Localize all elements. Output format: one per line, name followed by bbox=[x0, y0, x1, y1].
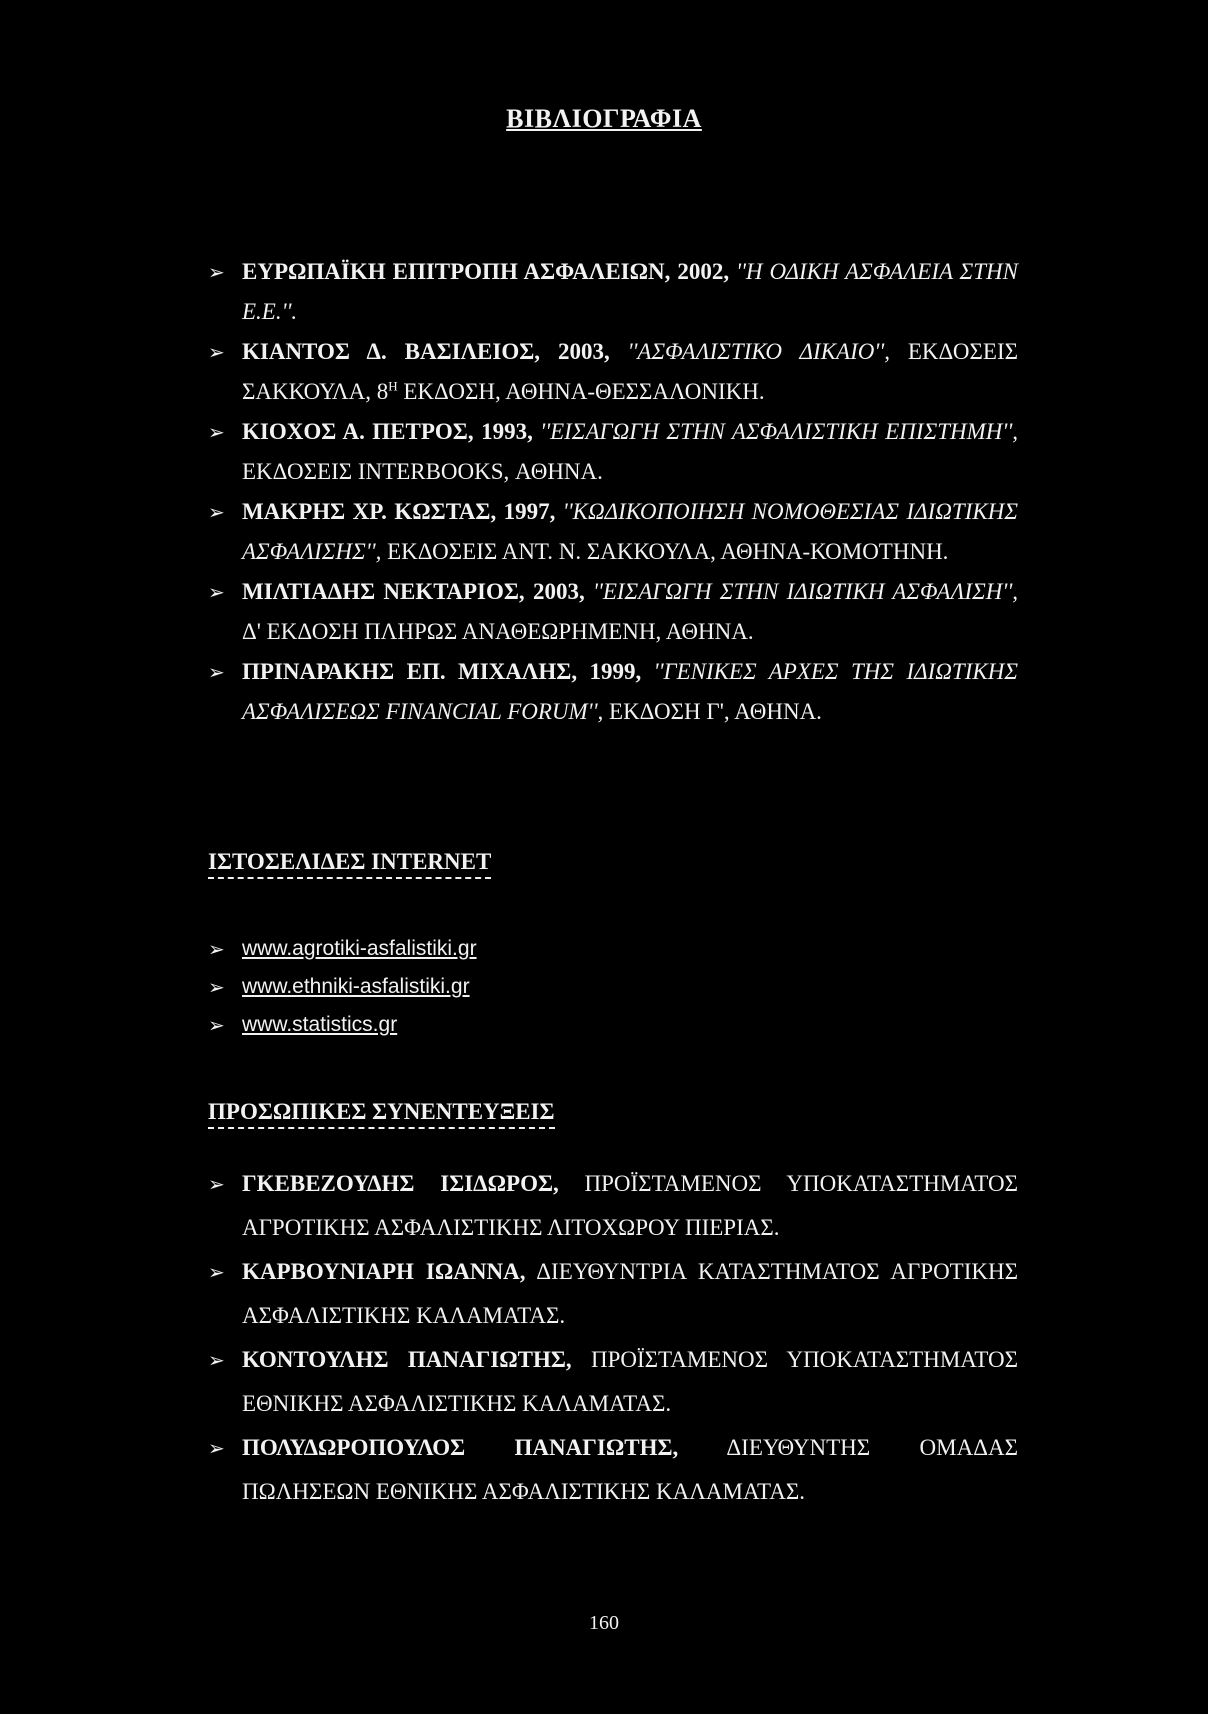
interview-entry bbox=[208, 1250, 1018, 1338]
bib-year: 2003, bbox=[532, 579, 585, 604]
bib-entry bbox=[208, 572, 1018, 652]
interviewee-name: ΚΟΝΤΟΥΛΗΣ ΠΑΝΑΓΙΩΤΗΣ, bbox=[242, 1347, 572, 1372]
websites-heading: ΙΣΤΟΣΕΛΙΔΕΣ INTERNET bbox=[208, 848, 491, 879]
bib-author: ΠΡΙΝΑΡΑΚΗΣ ΕΠ. ΜΙΧΑΛΗΣ, bbox=[242, 659, 578, 684]
interviewee-name: ΚΑΡΒΟΥΝΙΑΡΗ ΙΩΑΝΝΑ, bbox=[242, 1259, 526, 1284]
interviewee-role: ΔΙΕΥΘΥΝΤΡΙΑ ΚΑΤΑΣΤΗΜΑΤΟΣ ΑΓΡΟΤΙΚΗΣ ΑΣΦΑΛΙΣΤΙΚΗΣ ΚΑΛΑΜΑΤΑΣ. bbox=[242, 1259, 1018, 1328]
bib-entry bbox=[208, 332, 1018, 412]
websites-list bbox=[208, 930, 1018, 1044]
bib-edition-superscript: Η bbox=[388, 378, 398, 394]
bib-author: ΚΙΟΧΟΣ Α. ΠΕΤΡΟΣ, bbox=[242, 419, 474, 444]
bib-details: ΕΚΔΟΣΕΙΣ ΣΑΚΚΟΥΛΑ, 8 bbox=[242, 339, 1018, 404]
interview-entry bbox=[208, 1338, 1018, 1426]
bib-author: ΜΑΚΡΗΣ ΧΡ. ΚΩΣΤΑΣ, bbox=[242, 499, 497, 524]
arrow-bullet-icon: ➢ bbox=[208, 420, 225, 444]
interviewee-role: ΠΡΟΪΣΤΑΜΕΝΟΣ ΥΠΟΚΑΤΑΣΤΗΜΑΤΟΣ ΕΘΝΙΚΗΣ ΑΣΦΑΛΙΣΤΙΚΗΣ ΚΑΛΑΜΑΤΑΣ. bbox=[242, 1347, 1019, 1416]
arrow-bullet-icon: ➢ bbox=[208, 340, 225, 364]
bib-entry bbox=[208, 412, 1018, 492]
bib-entry bbox=[208, 252, 1018, 332]
interviewee-name: ΠΟΛΥΔΩΡΟΠΟΥΛΟΣ ΠΑΝΑΓΙΩΤΗΣ, bbox=[242, 1435, 679, 1460]
interviewee-name: ΓΚΕΒΕΖΟΥΔΗΣ ΙΣΙΔΩΡΟΣ, bbox=[242, 1171, 559, 1196]
interviewee-role: ΠΡΟΪΣΤΑΜΕΝΟΣ ΥΠΟΚΑΤΑΣΤΗΜΑΤΟΣ ΑΓΡΟΤΙΚΗΣ ΑΣΦΑΛΙΣΤΙΚΗΣ ΛΙΤΟΧΩΡΟΥ ΠΙΕΡΙΑΣ. bbox=[242, 1171, 1018, 1240]
arrow-bullet-icon: ➢ bbox=[208, 260, 225, 284]
arrow-bullet-icon: ➢ bbox=[208, 975, 225, 999]
arrow-bullet-icon: ➢ bbox=[208, 1348, 225, 1372]
arrow-bullet-icon: ➢ bbox=[208, 660, 225, 684]
website-item bbox=[208, 1006, 1018, 1044]
website-link[interactable]: www.agrotiki-asfalistiki.gr bbox=[242, 937, 477, 960]
bib-details: ΕΚΔΟΣΕΙΣ INTERBOOKS, ΑΘΗΝΑ. bbox=[242, 459, 603, 484]
bib-year: 1999, bbox=[589, 659, 642, 684]
arrow-bullet-icon: ➢ bbox=[208, 1260, 225, 1284]
bib-entry bbox=[208, 492, 1018, 572]
bib-title: ''ΚΩΔΙΚΟΠΟΙΗΣΗ ΝΟΜΟΘΕΣΙΑΣ ΙΔΙΩΤΙΚΗΣ ΑΣΦΑΛΙΣΗΣ'', bbox=[242, 499, 1018, 564]
website-link[interactable]: www.ethniki-asfalistiki.gr bbox=[242, 975, 470, 998]
website-item bbox=[208, 968, 1018, 1006]
interviewee-role: ΔΙΕΥΘΥΝΤΗΣ ΟΜΑΔΑΣ ΠΩΛΗΣΕΩΝ ΕΘΝΙΚΗΣ ΑΣΦΑΛΙΣΤΙΚΗΣ ΚΑΛΑΜΑΤΑΣ. bbox=[242, 1435, 1018, 1504]
bib-title: ''ΑΣΦΑΛΙΣΤΙΚΟ ΔΙΚΑΙΟ'', bbox=[627, 339, 890, 364]
bib-year: 1993, bbox=[481, 419, 533, 444]
bib-details: Δ' ΕΚΔΟΣΗ ΠΛΗΡΩΣ ΑΝΑΘΕΩΡΗΜΕΝΗ, ΑΘΗΝΑ. bbox=[242, 619, 754, 644]
bib-details: ΕΚΔΟΣΗ Γ', ΑΘΗΝΑ. bbox=[609, 699, 822, 724]
bib-title: ''ΕΙΣΑΓΩΓΗ ΣΤΗΝ ΙΔΙΩΤΙΚΗ ΑΣΦΑΛΙΣΗ'', bbox=[592, 579, 1019, 604]
interview-entry bbox=[208, 1162, 1018, 1250]
page-title: ΒΙΒΛΙΟΓΡΑΦΙΑ bbox=[506, 104, 702, 133]
arrow-bullet-icon: ➢ bbox=[208, 937, 225, 961]
bib-author: ΜΙΛΤΙΑΔΗΣ ΝΕΚΤΑΡΙΟΣ, bbox=[242, 579, 525, 604]
bib-author: ΕΥΡΩΠΑΪΚΗ ΕΠΙΤΡΟΠΗ ΑΣΦΑΛΕΙΩΝ, bbox=[242, 259, 671, 284]
arrow-bullet-icon: ➢ bbox=[208, 1436, 225, 1460]
arrow-bullet-icon: ➢ bbox=[208, 500, 225, 524]
bib-details-rest: ΕΚΔΟΣΗ, ΑΘΗΝΑ-ΘΕΣΣΑΛΟΝΙΚΗ. bbox=[397, 379, 765, 404]
bib-year: 1997, bbox=[503, 499, 556, 524]
website-link[interactable]: www.statistics.gr bbox=[242, 1013, 398, 1036]
page-number: 160 bbox=[589, 1612, 619, 1634]
bib-year: 2002, bbox=[677, 259, 730, 284]
bib-author: ΚΙΑΝΤΟΣ Δ. ΒΑΣΙΛΕΙΟΣ, bbox=[242, 339, 541, 364]
interviews-list bbox=[208, 1162, 1018, 1514]
bibliography-list bbox=[208, 252, 1018, 732]
bib-title: ''ΕΙΣΑΓΩΓΗ ΣΤΗΝ ΑΣΦΑΛΙΣΤΙΚΗ ΕΠΙΣΤΗΜΗ'', bbox=[540, 419, 1018, 444]
bib-details: ΕΚΔΟΣΕΙΣ ΑΝΤ. Ν. ΣΑΚΚΟΥΛΑ, ΑΘΗΝΑ-ΚΟΜΟΤΗΝΗ. bbox=[387, 539, 949, 564]
bib-entry bbox=[208, 652, 1018, 732]
arrow-bullet-icon: ➢ bbox=[208, 580, 225, 604]
bib-title: ''ΓΕΝΙΚΕΣ ΑΡΧΕΣ ΤΗΣ ΙΔΙΩΤΙΚΗΣ ΑΣΦΑΛΙΣΕΩΣ FINANCIAL FORUM'', bbox=[242, 659, 1018, 724]
website-item bbox=[208, 930, 1018, 968]
bib-year: 2003, bbox=[557, 339, 610, 364]
arrow-bullet-icon: ➢ bbox=[208, 1013, 225, 1037]
arrow-bullet-icon: ➢ bbox=[208, 1172, 225, 1196]
interview-entry bbox=[208, 1426, 1018, 1514]
bib-title: ''Η ΟΔΙΚΗ ΑΣΦΑΛΕΙΑ ΣΤΗΝ Ε.Ε.''. bbox=[242, 259, 1018, 324]
interviews-heading: ΠΡΟΣΩΠΙΚΕΣ ΣΥΝΕΝΤΕΥΞΕΙΣ bbox=[208, 1098, 555, 1129]
